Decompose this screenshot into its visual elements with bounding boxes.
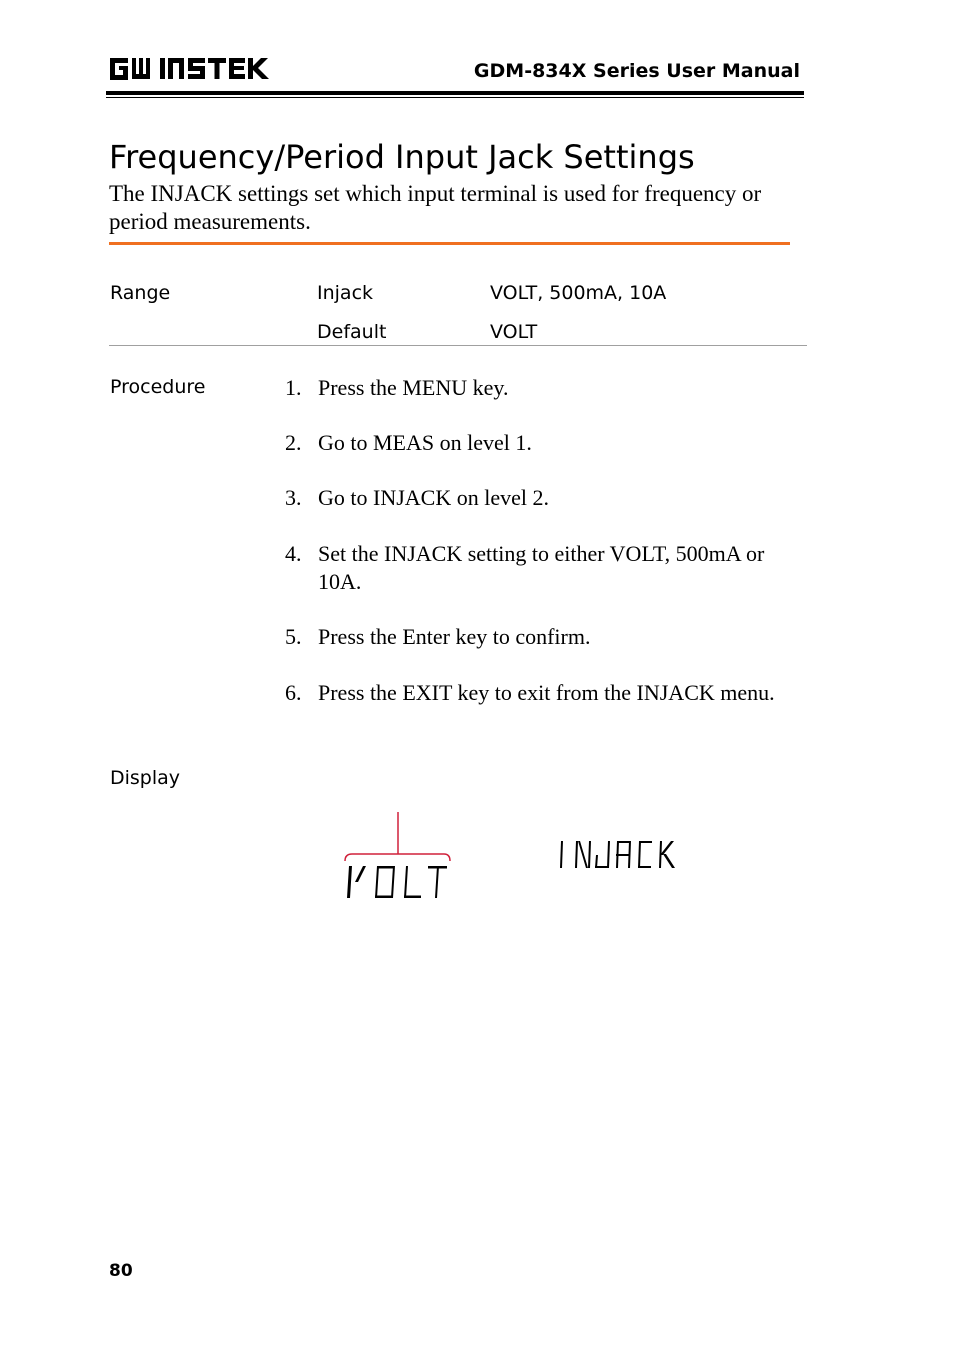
lcd-primary-text (0, 0, 1, 1)
lcd-segments-injack (560, 841, 675, 868)
display-label: Display (110, 767, 181, 789)
range-value-injack: VOLT, 500mA, 10A (490, 282, 667, 304)
range-value-default: VOLT (490, 321, 538, 343)
step-number: 2. (285, 430, 302, 455)
range-key-default: Default (317, 321, 387, 343)
range-divider (109, 345, 807, 346)
gw-instek-logo (108, 54, 280, 84)
page-number: 80 (109, 1261, 133, 1281)
step-text: Press the Enter key to confirm. (318, 624, 591, 649)
section-divider (109, 242, 790, 245)
section-title: Frequency/Period Input Jack Settings (109, 138, 695, 176)
section-intro: The INJACK settings set which input terminal is used for frequency or period measurements. (109, 181, 762, 234)
step-text: Set the INJACK setting to either VOLT, 500mA or 10A. (318, 541, 765, 594)
procedure-label: Procedure (110, 376, 206, 398)
step-text: Go to INJACK on level 2. (318, 485, 549, 510)
step-number: 5. (285, 624, 302, 649)
lcd-secondary-text (0, 0, 1, 1)
step-text: Go to MEAS on level 1. (318, 430, 532, 455)
lcd-secondary-display (556, 838, 680, 872)
lcd-primary-display (336, 808, 460, 904)
header-rule-thin (106, 97, 804, 98)
step-number: 6. (285, 680, 302, 705)
step-text: Press the EXIT key to exit from the INJACK menu. (318, 680, 775, 705)
manual-title: GDM-834X Series User Manual (473, 60, 800, 82)
range-label: Range (110, 282, 171, 304)
step-number: 4. (285, 541, 302, 566)
step-text: Press the MENU key. (318, 375, 509, 400)
range-key-injack: Injack (317, 282, 374, 304)
step-number: 1. (285, 375, 302, 400)
lcd-segments-volt (347, 866, 447, 898)
callout-bracket (345, 812, 450, 861)
step-number: 3. (285, 485, 302, 510)
header-rule (106, 91, 804, 95)
